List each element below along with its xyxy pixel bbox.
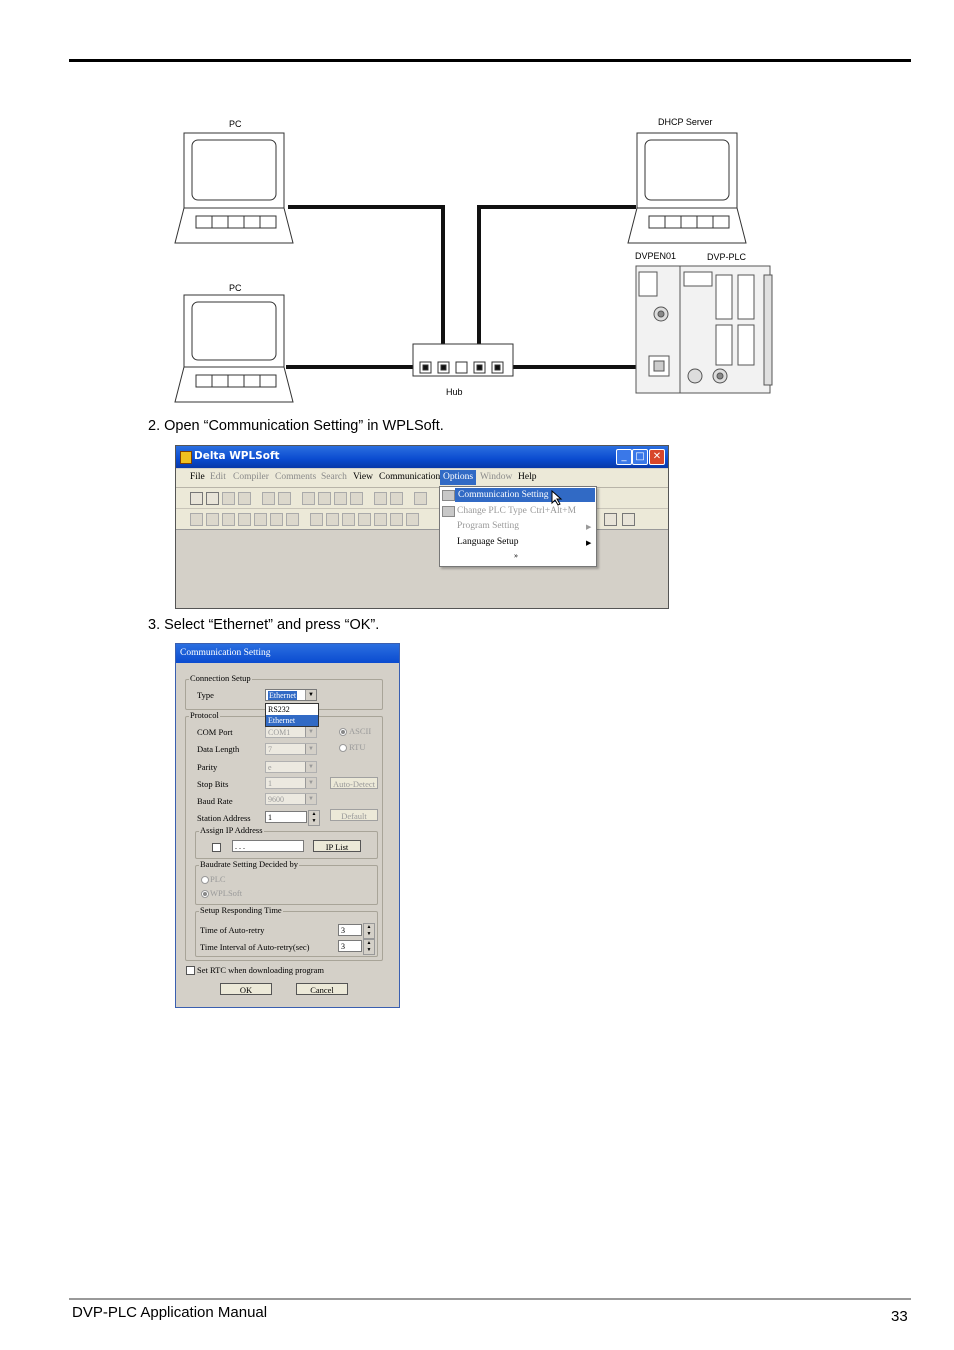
plc-radio[interactable] — [201, 876, 209, 884]
chevron-down-icon: ▼ — [305, 794, 316, 804]
stop-bits-label: Stop Bits — [197, 779, 229, 789]
menu-item-language-setup[interactable] — [457, 535, 518, 549]
auto-retry-spinner[interactable]: ▲ ▼ — [363, 923, 375, 939]
retry-interval-label: Time Interval of Auto-retry(sec) — [200, 942, 310, 952]
chevron-right-icon: ▶ — [586, 539, 592, 547]
redo-icon[interactable] — [278, 492, 291, 505]
pc-top-label: PC — [229, 119, 242, 129]
baud-rate-value: 9600 — [268, 795, 284, 804]
baudrate-decided-label: Baudrate Setting Decided by — [200, 859, 298, 869]
hub-icon — [413, 344, 513, 376]
wplsoft-title: Delta WPLSoft — [194, 450, 280, 462]
instruction-icon[interactable] — [206, 513, 219, 526]
baudrate-decided-group — [195, 859, 378, 905]
online-icon[interactable] — [374, 513, 387, 526]
options-dropdown-menu — [439, 486, 597, 567]
monitor-icon[interactable] — [238, 513, 251, 526]
minimize-icon[interactable]: _ — [616, 449, 632, 465]
language-setup-label: Language Setup — [457, 537, 519, 547]
menu-options[interactable]: Options — [440, 470, 476, 485]
ladder-icon[interactable] — [190, 513, 203, 526]
parity-label: Parity — [197, 762, 218, 772]
pc-icon-top — [175, 133, 293, 243]
new-file-icon[interactable] — [190, 492, 203, 505]
print-icon[interactable] — [238, 492, 251, 505]
undo-icon[interactable] — [262, 492, 275, 505]
menu-file[interactable]: File — [190, 472, 205, 482]
change-plc-type-icon — [442, 506, 455, 517]
step-3-text: 3. Select “Ethernet” and press “OK”. — [148, 617, 380, 633]
default-button[interactable]: Default — [330, 809, 378, 821]
pc-icon-bottom — [175, 295, 293, 402]
zoom-in-icon[interactable] — [414, 492, 427, 505]
dialog-title: Communication Setting — [180, 648, 271, 658]
save-icon[interactable] — [222, 492, 235, 505]
communication-setting-dialog — [175, 643, 400, 1008]
ascii-label: ASCII — [349, 726, 372, 736]
station-address-value: 1 — [268, 813, 272, 822]
change-plc-type-label: Change PLC Type — [457, 506, 527, 516]
station-address-label: Station Address — [197, 813, 251, 823]
type-selected-value: Ethernet — [269, 691, 297, 700]
wplsoft-label: WPLSoft — [210, 888, 243, 898]
wplsoft-radio[interactable] — [201, 890, 209, 898]
close-icon[interactable]: ✕ — [649, 449, 665, 465]
mouse-cursor-icon — [551, 490, 563, 506]
chevron-down-icon: ▼ — [305, 778, 316, 788]
protocol-label: Protocol — [190, 710, 219, 720]
ip-address-input[interactable] — [232, 840, 304, 852]
delete-icon[interactable] — [350, 492, 363, 505]
data-length-select[interactable] — [265, 743, 317, 755]
dvpen01-label: DVPEN01 — [635, 251, 677, 261]
menu-item-change-plc-type[interactable] — [457, 504, 577, 518]
cut-icon[interactable] — [302, 492, 315, 505]
data-length-label: Data Length — [197, 744, 240, 754]
download-icon[interactable] — [310, 513, 323, 526]
parity-value: e — [268, 763, 272, 772]
upload-icon[interactable] — [326, 513, 339, 526]
ip-address-value: . . . — [235, 842, 245, 851]
network-icon[interactable] — [604, 513, 617, 526]
pc-bottom-label: PC — [229, 283, 242, 293]
wplsoft-titlebar — [176, 446, 668, 468]
chevron-down-icon: ▼ — [305, 690, 316, 700]
open-file-icon[interactable] — [206, 492, 219, 505]
dhcp-server-label: DHCP Server — [658, 117, 713, 127]
dhcp-server-icon — [628, 133, 746, 243]
communication-setting-icon — [442, 490, 455, 501]
chevron-down-icon: ▼ — [305, 727, 316, 737]
rtu-label: RTU — [349, 742, 366, 752]
chevron-down-icon: ▼ — [305, 744, 316, 754]
chevron-right-icon: ▶ — [586, 523, 592, 531]
assign-ip-checkbox[interactable] — [212, 843, 221, 852]
network-diagram — [0, 0, 954, 420]
stop-icon[interactable] — [358, 513, 371, 526]
menu-item-program-setting[interactable] — [457, 519, 519, 533]
page-number: 33 — [891, 1308, 908, 1325]
footer-title: DVP-PLC Application Manual — [72, 1304, 268, 1321]
sfc-icon[interactable] — [222, 513, 235, 526]
data-length-value: 7 — [268, 745, 272, 754]
dvp-plc-label: DVP-PLC — [707, 252, 747, 262]
device-icon[interactable] — [270, 513, 283, 526]
search-icon[interactable] — [622, 513, 635, 526]
type-option-rs232[interactable]: RS232 — [268, 705, 290, 714]
change-plc-type-shortcut: Ctrl+Alt+M — [530, 506, 577, 516]
run-icon[interactable] — [342, 513, 355, 526]
dvpen01-module-icon — [636, 266, 680, 393]
set-rtc-checkbox[interactable] — [186, 966, 195, 975]
ascii-radio[interactable] — [339, 728, 347, 736]
station-address-input[interactable] — [265, 811, 307, 823]
type-options-list — [265, 703, 319, 727]
menu-compiler[interactable]: Compiler — [233, 472, 269, 482]
com-port-select[interactable] — [265, 726, 317, 738]
wplsoft-app-icon — [180, 451, 192, 464]
type-option-ethernet[interactable]: Ethernet — [266, 715, 318, 726]
stop-bits-select[interactable] — [265, 777, 317, 789]
rtu-radio[interactable] — [339, 744, 347, 752]
paste-icon[interactable] — [334, 492, 347, 505]
wplsoft-window — [175, 445, 669, 609]
step-2-text: 2. Open “Communication Setting” in WPLSoft. — [148, 418, 444, 434]
plc-label: PLC — [210, 874, 226, 884]
auto-retry-label: Time of Auto-retry — [200, 925, 265, 935]
menu-view[interactable]: View — [353, 472, 374, 482]
type-label: Type — [197, 690, 214, 700]
maximize-icon[interactable]: □ — [632, 449, 648, 465]
com-port-value: COM1 — [268, 728, 291, 737]
dialog-titlebar — [176, 644, 399, 663]
menu-item-communication-setting[interactable]: Communication Setting — [455, 488, 595, 502]
menu-search[interactable]: Search — [321, 472, 347, 482]
chevron-down-icon: ▼ — [305, 762, 316, 772]
table-icon[interactable] — [286, 513, 299, 526]
baud-rate-select[interactable] — [265, 793, 317, 805]
edit-mode-icon[interactable] — [390, 513, 403, 526]
connection-setup-label: Connection Setup — [190, 673, 251, 683]
auto-retry-input[interactable] — [338, 924, 362, 936]
auto-detect-button[interactable]: Auto-Detect — [330, 777, 378, 789]
copy-icon[interactable] — [318, 492, 331, 505]
compile-icon[interactable] — [406, 513, 419, 526]
set-rtc-label: Set RTC when downloading program — [197, 965, 324, 975]
assign-ip-label: Assign IP Address — [200, 825, 263, 835]
find-icon[interactable] — [374, 492, 387, 505]
zoom-icon[interactable] — [390, 492, 403, 505]
parity-select[interactable] — [265, 761, 317, 773]
stop-bits-value: 1 — [268, 779, 272, 788]
retry-interval-input[interactable] — [338, 940, 362, 952]
baud-rate-label: Baud Rate — [197, 796, 233, 806]
auto-retry-value: 3 — [341, 926, 345, 935]
retry-interval-spinner[interactable]: ▲ ▼ — [363, 939, 375, 955]
menu-edit[interactable]: Edit — [210, 472, 226, 482]
cancel-button[interactable]: Cancel — [296, 983, 348, 995]
ip-list-button[interactable]: IP List — [313, 840, 361, 852]
com-port-label: COM Port — [197, 727, 233, 737]
menu-communication[interactable]: Communication — [379, 472, 441, 482]
ok-button[interactable]: OK — [220, 983, 272, 995]
retry-interval-value: 3 — [341, 942, 345, 951]
responding-time-label: Setup Responding Time — [200, 905, 282, 915]
dvp-plc-icon — [680, 266, 772, 393]
hub-label: Hub — [446, 387, 463, 397]
chart-icon[interactable] — [254, 513, 267, 526]
menu-window[interactable]: Window — [480, 472, 513, 482]
program-setting-label: Program Setting — [457, 521, 520, 531]
type-select[interactable] — [265, 689, 317, 701]
footer-rule — [69, 1298, 911, 1300]
menu-help[interactable]: Help — [518, 472, 537, 482]
station-address-spinner[interactable]: ▲ ▼ — [308, 810, 320, 826]
menu-comments[interactable]: Comments — [275, 472, 317, 482]
expand-menu-icon[interactable]: » — [514, 551, 518, 560]
